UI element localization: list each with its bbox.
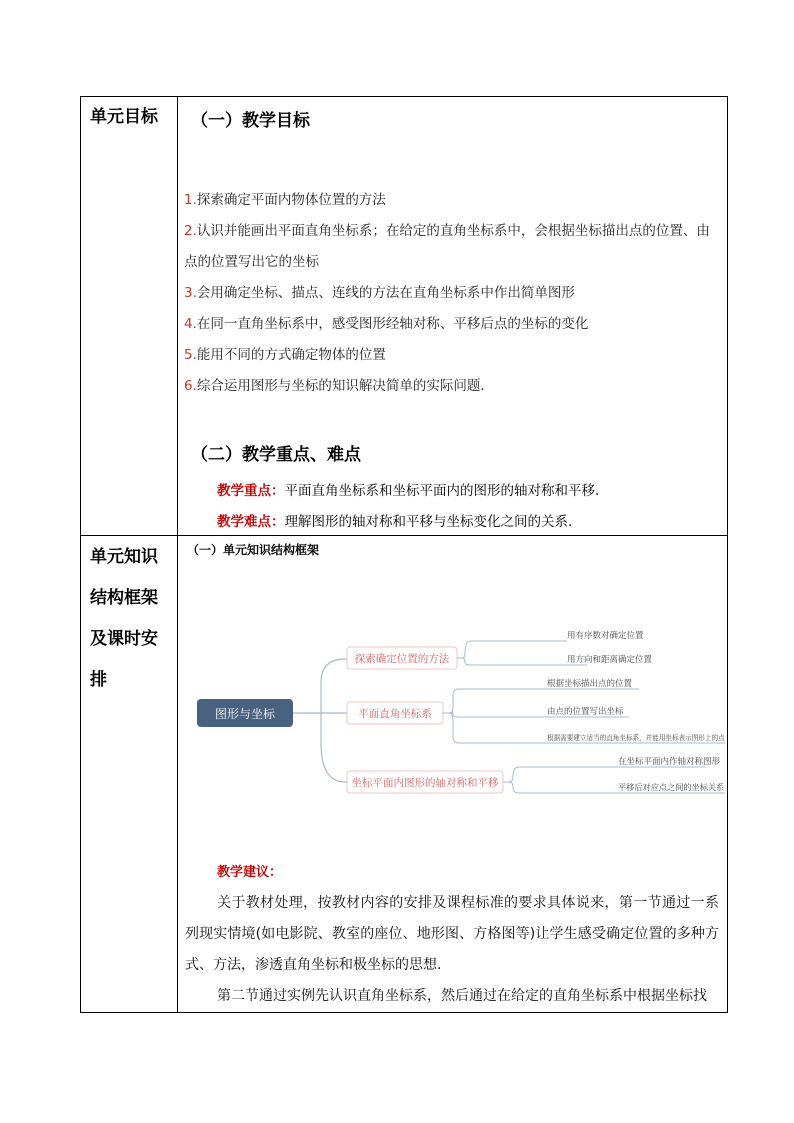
mindmap-branch-label: 平面直角坐标系	[358, 708, 432, 720]
goal-item: 5.能用不同的方式确定物体的位置	[184, 347, 386, 363]
goal-item: 6.综合运用图形与坐标的知识解决简单的实际问题.	[184, 378, 485, 394]
suggestion-label: 教学建议：	[217, 865, 283, 880]
goal-item: 1.探索确定平面内物体位置的方法	[184, 192, 386, 208]
mindmap-leaf: 用方向和距离确定位置	[567, 655, 653, 665]
mindmap-leaf: 根据坐标描出点的位置	[547, 679, 633, 689]
mindmap-leaf: 平移后对应点之间的坐标关系	[618, 782, 725, 792]
lesson-table	[80, 96, 728, 1013]
mindmap-leaf: 根据需要建立适当的直角坐标系，并能用坐标表示图形上的点	[547, 734, 725, 742]
goal-item: 4.在同一直角坐标系中，感受图形经轴对称、平移后点的坐标的变化	[184, 316, 589, 332]
mindmap-root-label: 图形与坐标	[214, 707, 276, 721]
goal-item: 3.会用确定坐标、描点、连线的方法在直角坐标系中作出简单图形	[184, 285, 575, 301]
section-title: （一）单元知识结构框架	[187, 543, 320, 557]
suggestion-paragraph: 关于教材处理，按教材内容的安排及课程标准的要求具体说来，第一节通过一系列现实情境(如电影院、教室的座位、地形图、方格图等)让学生感受确定位置的多种方式、方法，渗透直角坐标和极坐标的思想.	[185, 895, 719, 973]
mindmap-leaf: 用有序数对确定位置	[567, 631, 644, 641]
difficult-point: 教学难点：理解图形的轴对称和平移与坐标变化之间的关系.	[217, 514, 573, 530]
suggestion-paragraph: 第二节通过实例先认识直角坐标系，然后通过在给定的直角坐标系中根据坐标找	[217, 988, 707, 1004]
goal-item: 2.认识并能画出平面直角坐标系；在给定的直角坐标系中，会根据坐标描出点的位置、由	[184, 223, 710, 239]
mindmap-leaf: 由点的位置写出坐标	[547, 707, 624, 717]
goal-item: 点的位置写出它的坐标	[184, 254, 319, 270]
heading-teaching-goals: （一）教学目标	[191, 111, 310, 131]
row2-label: 单元知识 结构框架 及课时安 排	[90, 547, 158, 690]
row1-label: 单元目标	[90, 107, 158, 127]
mindmap-branch-label: 坐标平面内图形的轴对称和平移	[351, 777, 499, 789]
key-point: 教学重点：平面直角坐标系和坐标平面内的图形的轴对称和平移.	[217, 483, 600, 499]
heading-key-points: （二）教学重点、难点	[191, 445, 361, 465]
mindmap-branch-label: 探索确定位置的方法	[354, 653, 450, 665]
mindmap-leaf: 在坐标平面内作轴对称图形	[618, 757, 721, 767]
row-divider	[81, 535, 727, 536]
